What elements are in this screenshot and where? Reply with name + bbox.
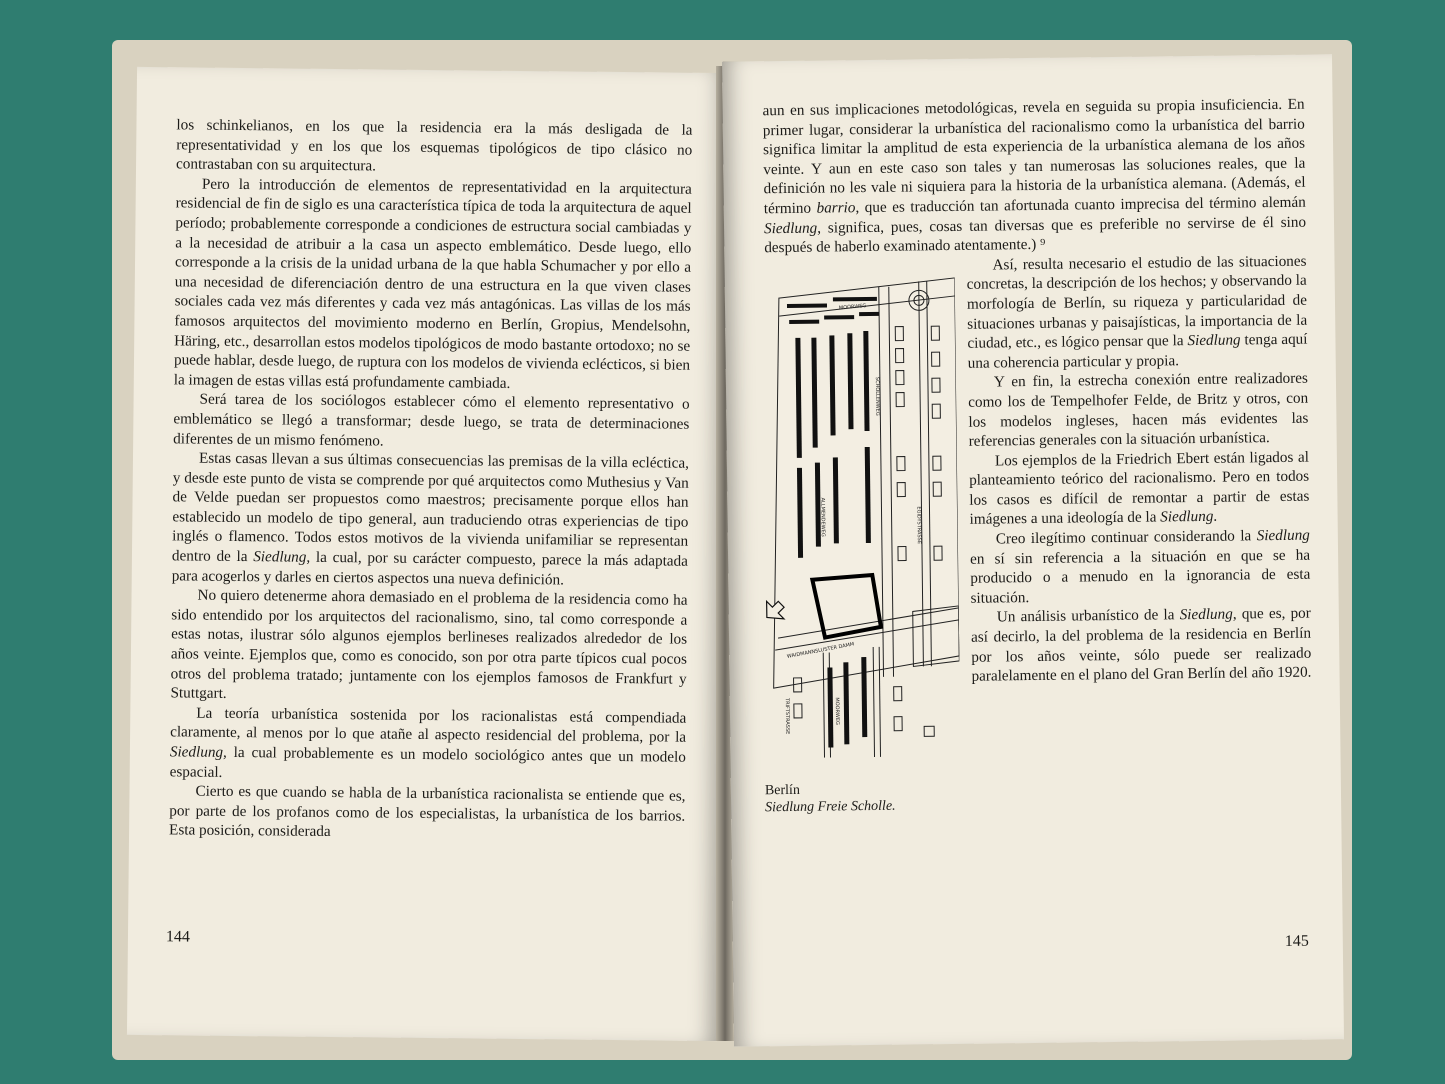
street-label: MOORWEG xyxy=(833,697,841,725)
paragraph xyxy=(169,782,686,846)
text-run: , que es, por así decirlo, la del problema de la residencia en Berlín por los años veinte, sólo puede ser realizado paralelamente en el plano del Gran Berlín del año 1920. xyxy=(970,605,1312,685)
text-run: Cierto es que cuando se habla de la urbanística racionalista se entiende que es, por parte de los profanos como de los especialistas, la urbanística de los barrios. Esta posición, considerada xyxy=(169,782,686,841)
text-run: aun en sus implicaciones metodológicas, revela en seguida su propia insuficiencia. En primer lugar, considerar la urbanística del racionalismo como la urbanística del barrio significa limitar la amplitud de esta experiencia de la urbanística alemana de los años veinte. Y aun en este caso son tales y tan numerosas las soluciones reales, que la definición no les vale ni siquiera para la historia de la urbanística alemana. (Además, el término xyxy=(762,95,1306,218)
left-page-text xyxy=(169,115,693,845)
italic-term: Siedlung xyxy=(253,548,307,566)
text-run: La teoría urbanística sostenida por los racionalistas está compendiada claramente, al menos por lo que atañe al aspecto residencial del problema, por la xyxy=(170,704,687,747)
text-run: . xyxy=(1213,508,1218,526)
right-page-top-text xyxy=(762,95,1306,258)
text-run: , la cual probablemente es un modelo sociológico antes que un modelo espacial. xyxy=(169,743,686,781)
text-run: , que es traducción tan afortunada cuanto imprecisa del término alemán xyxy=(855,193,1306,217)
paragraph xyxy=(174,174,692,395)
italic-term: Siedlung xyxy=(763,219,818,237)
text-run: Pero la introducción de elementos de representatividad en la arquitectura residencial de fin de siglo es una característica típica de toda la arquitectura de aquel período; probablemente corresponde a condiciones de estructura social cambiadas y a la necesidad de atribuir a la casa un aspecto emblemático. Desde luego, ello corresponde a la crisis de la unidad urbana de la que habla Schumacher y por ello a una necesidad de diferenciación dentro de una estructura en la que viven clases sociales cada vez más diferentes y cada vez más antagónicas. Las villas de los más famosos arquitectos del movimiento moderno en Berlín, Gropius, Mendelsohn, Häring, etc., desarrollan estos modelos tipológicos de modo bastante ortodoxo; no se puede hablar, desde luego, de ruptura con los modelos de vivienda eclécticos, si bien la imagen de estas villas está profundamente cambiada. xyxy=(173,175,692,392)
street-label: WAIDMANNSLUSTER DAMM xyxy=(786,641,855,660)
text-run: Y en fin, la estrecha conexión entre realizadores como los de Tempelhofer Felde, de Britz y otros, con los modelos ingleses, hacen más evidentes las referencias generales con la situación urbanística. xyxy=(968,369,1309,450)
italic-term: barrio xyxy=(816,199,856,217)
text-run: Un análisis urbanístico de la xyxy=(996,606,1180,626)
text-run: los schinkelianos, en los que la residencia era la más desligada de la representatividad y en los que los esquemas tipológicos de tipo clásico no contrastaban con su arquitectura. xyxy=(175,116,693,175)
text-run: Los ejemplos de la Friedrich Ebert están ligados al planteamiento teórico del racionalismo. Pero en todos los casos es difícil de remontar a partir de estas imágenes a una ideología de la xyxy=(969,448,1310,529)
street-label: ALLMENDEWEG xyxy=(819,497,826,537)
text-run: Creo ilegítimo continuar considerando la xyxy=(995,527,1257,548)
italic-term: Siedlung xyxy=(1256,526,1310,545)
text-run: , la cual, por su carácter compuesto, parece la más adaptada para acogerlos y darles en ciertos aspectos una nueva definición. xyxy=(171,548,689,589)
paragraph xyxy=(176,115,693,179)
italic-term: Siedlung xyxy=(1187,331,1241,350)
text-run: en sí sin referencia a la situación en que se ha producido o a menudo en la ignorancia de esta situación. xyxy=(969,546,1311,607)
caption-city: Berlín xyxy=(764,782,801,799)
paragraph xyxy=(173,390,690,454)
page-number-right: 145 xyxy=(1284,933,1309,951)
figure-caption xyxy=(765,780,961,816)
italic-term: Siedlung xyxy=(1160,508,1214,526)
text-run: , significa, pues, cosas tan diversas que es preferible no servirse de él sino después de haberlo examinado atentamente.) ⁹ xyxy=(764,213,1307,257)
siedlung-site-plan xyxy=(758,256,960,778)
street-label: SCHOLLENWEG xyxy=(873,376,881,416)
text-run: No quiero detenerme ahora demasiado en el problema de la residencia como ha sido entendido por los arquitectos del racionalismo, sino, tal como corresponde a estas notas, ilustrar sólo algunos ejemplos berlineses realizados alrededor de los años veinte. Ejemplos que, como es conocido, son por otra parte típicos cual pocos otros del problema tratado; juntamente con los ejemplos famosos de Frankfurt y Stuttgart. xyxy=(170,586,688,703)
italic-term: Siedlung xyxy=(1179,606,1233,624)
paragraph xyxy=(172,448,689,591)
text-run: tenga aquí una coherencia particular y propia. xyxy=(967,330,1308,372)
street-label: MOORWEG xyxy=(838,302,867,312)
street-label: EGIDYSTRASSE xyxy=(915,506,922,544)
site-plan-figure xyxy=(758,256,961,818)
left-page xyxy=(127,67,727,1041)
text-run: Será tarea de los sociólogos establecer cómo el elemento representativo o emblemático se llegó a transformar; desde luego, se trata de determinaciones diferentes de un mismo fenómeno. xyxy=(173,390,690,450)
text-run: Estas casas llevan a sus últimas consecuencias las premisas de la villa ecléctica, y desde este punto de vista se comprende por qué arquitectos como Muthesius y Van de Velde puedan ser propuestos como maestros; precisamente porque ellos han establecido un modelo de tipo general, aun traduciendo otras experiencias de tipo inglés o flamenco. Todos estos motivos de la vivienda unifamiliar se representan dentro de la xyxy=(171,449,690,566)
paragraph xyxy=(170,586,687,709)
text-run: Así, resulta necesario el estudio de las situaciones concretas, la descripción de los hechos; y observando la morfología de Berlín, su riqueza y particularidad de situaciones urbanas y paisajísticas, la importancia de la ciudad, etc., es lógico pensar que la xyxy=(966,252,1308,352)
paragraph xyxy=(762,95,1306,258)
page-number-left: 144 xyxy=(165,928,191,946)
caption-title: Siedlung Freie Scholle. xyxy=(765,798,896,816)
paragraph xyxy=(170,703,687,787)
right-page xyxy=(722,54,1344,1046)
italic-term: Siedlung xyxy=(169,743,224,761)
street-label: TRIFTSTRASSE xyxy=(783,697,791,735)
